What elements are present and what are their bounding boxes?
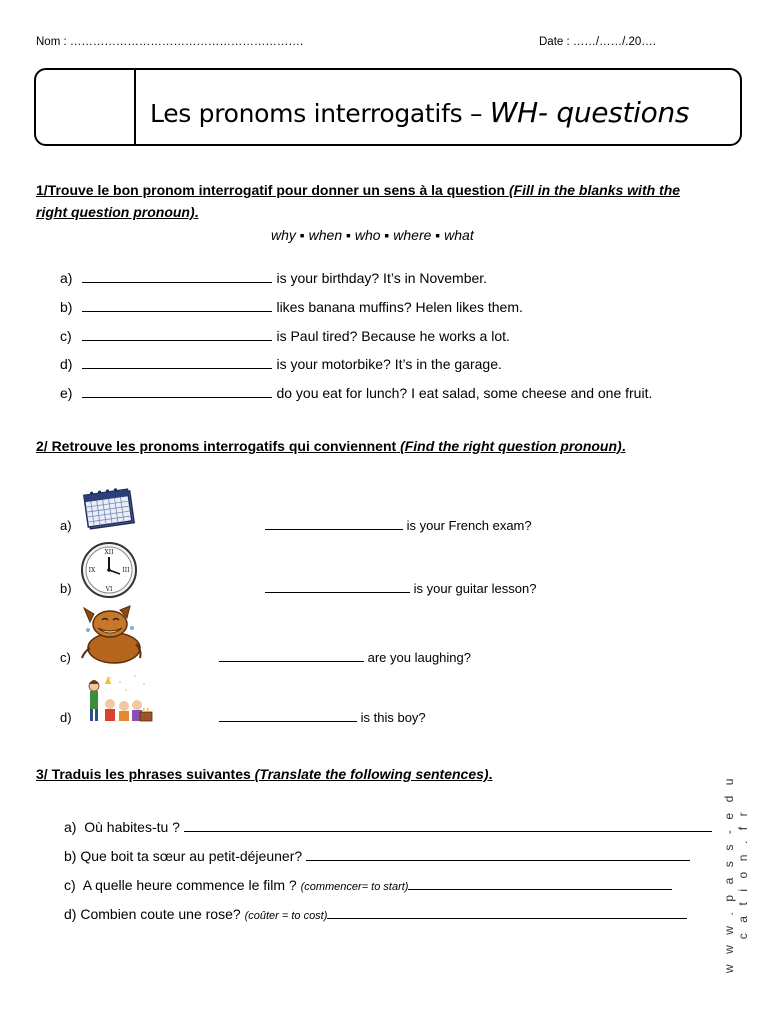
answer-blank[interactable] bbox=[265, 581, 410, 593]
svg-text:XII: XII bbox=[104, 549, 114, 556]
watermark bbox=[722, 770, 750, 974]
item-text: is your motorbike? It’s in the garage. bbox=[276, 356, 502, 372]
svg-text:VI: VI bbox=[105, 586, 113, 593]
list-item bbox=[219, 650, 471, 665]
item-hint: (coûter = to cost) bbox=[244, 910, 328, 922]
list-item bbox=[219, 710, 426, 725]
item-letter: c) bbox=[60, 328, 72, 344]
list-item bbox=[82, 385, 652, 403]
item-letter: b) bbox=[60, 299, 73, 315]
section1-heading-en2: right question pronoun) bbox=[36, 204, 195, 220]
item-hint: (commencer= to start) bbox=[300, 881, 409, 893]
list-item bbox=[82, 328, 510, 346]
section2-heading bbox=[36, 438, 626, 454]
answer-blank[interactable] bbox=[327, 906, 687, 919]
answer-blank[interactable] bbox=[219, 710, 357, 722]
list-item bbox=[60, 270, 72, 288]
item-letter: b) bbox=[60, 581, 72, 596]
list-item bbox=[265, 518, 532, 533]
list-item bbox=[64, 877, 672, 893]
item-text: is your birthday? It’s in November. bbox=[276, 270, 488, 286]
section2-heading-end: . bbox=[621, 438, 626, 454]
list-item bbox=[64, 906, 687, 922]
item-letter: b) bbox=[64, 848, 77, 864]
clock-icon bbox=[80, 541, 138, 599]
item-letter: a) bbox=[60, 518, 72, 533]
list-item bbox=[60, 356, 72, 374]
list-item bbox=[82, 299, 523, 317]
page-title bbox=[150, 96, 689, 129]
answer-blank[interactable] bbox=[408, 877, 672, 890]
section3-heading bbox=[36, 766, 492, 782]
word-bank: why ▪ when ▪ who ▪ where ▪ what bbox=[271, 227, 474, 243]
answer-blank[interactable] bbox=[184, 819, 712, 832]
title-highlight: WH- questions bbox=[489, 96, 690, 129]
item-text: Où habites-tu ? bbox=[84, 819, 180, 835]
item-text: is your guitar lesson? bbox=[413, 581, 537, 596]
item-letter: a) bbox=[60, 270, 73, 286]
section2-heading-fr: 2/ Retrouve les pronoms interrogatifs qui conviennent bbox=[36, 438, 397, 454]
birthday-party-icon bbox=[80, 672, 154, 724]
title-divider bbox=[134, 68, 136, 146]
item-text: are you laughing? bbox=[367, 650, 471, 665]
list-item bbox=[60, 299, 72, 317]
svg-text:III: III bbox=[122, 567, 130, 574]
list-item bbox=[60, 328, 72, 346]
answer-blank[interactable] bbox=[219, 650, 364, 662]
answer-blank[interactable] bbox=[265, 518, 403, 530]
item-text: A quelle heure commence le film ? bbox=[82, 877, 297, 893]
section1-heading-en: (Fill in the blanks with the bbox=[508, 182, 681, 198]
section3-heading-end: . bbox=[488, 766, 493, 782]
item-letter: d) bbox=[60, 356, 73, 372]
list-item bbox=[82, 270, 487, 288]
item-text: do you eat for lunch? I eat salad, some cheese and one fruit. bbox=[276, 385, 653, 401]
list-item bbox=[265, 581, 536, 596]
item-text: is your French exam? bbox=[406, 518, 532, 533]
section2-heading-en: (Find the right question pronoun) bbox=[400, 438, 622, 454]
answer-blank[interactable] bbox=[306, 848, 690, 861]
list-item bbox=[60, 385, 72, 403]
answer-blank[interactable] bbox=[82, 270, 272, 283]
answer-blank[interactable] bbox=[82, 299, 272, 312]
answer-blank[interactable] bbox=[82, 328, 272, 341]
answer-blank[interactable] bbox=[82, 356, 272, 369]
item-letter: e) bbox=[60, 385, 73, 401]
title-main: Les pronoms interrogatifs – bbox=[150, 99, 490, 128]
answer-blank[interactable] bbox=[82, 385, 272, 398]
item-text: Que boit ta sœur au petit-déjeuner? bbox=[80, 848, 303, 864]
item-letter: d) bbox=[64, 906, 77, 922]
item-text: is Paul tired? Because he works a lot. bbox=[276, 328, 510, 344]
item-letter: a) bbox=[64, 819, 77, 835]
item-text: likes banana muffins? Helen likes them. bbox=[276, 299, 523, 315]
item-letter: c) bbox=[60, 650, 71, 665]
section3-heading-fr: 3/ Traduis les phrases suivantes bbox=[36, 766, 251, 782]
list-item bbox=[64, 848, 690, 864]
laughing-dog-icon bbox=[80, 604, 144, 666]
item-text: is this boy? bbox=[360, 710, 426, 725]
section1-heading bbox=[36, 182, 680, 198]
list-item bbox=[64, 819, 712, 835]
item-letter: d) bbox=[60, 710, 72, 725]
calendar-icon bbox=[80, 486, 138, 532]
section1-heading-fr: 1/Trouve le bon pronom interrogatif pour donner un sens à la question bbox=[36, 182, 506, 198]
item-letter: c) bbox=[64, 877, 76, 893]
section3-heading-en: (Translate the following sentences) bbox=[254, 766, 489, 782]
svg-text:IX: IX bbox=[88, 567, 96, 574]
section1-heading-line2 bbox=[36, 204, 199, 220]
section1-heading-end: . bbox=[194, 204, 199, 220]
watermark-text: w w w . p a s s - e d u c a t i o n . f r bbox=[722, 774, 750, 974]
name-field-label: Nom : ……………………………………………………. bbox=[36, 36, 304, 48]
item-text: Combien coute une rose? bbox=[80, 906, 241, 922]
list-item bbox=[82, 356, 502, 374]
date-field-label: Date : ……/……/.20…. bbox=[539, 36, 656, 48]
